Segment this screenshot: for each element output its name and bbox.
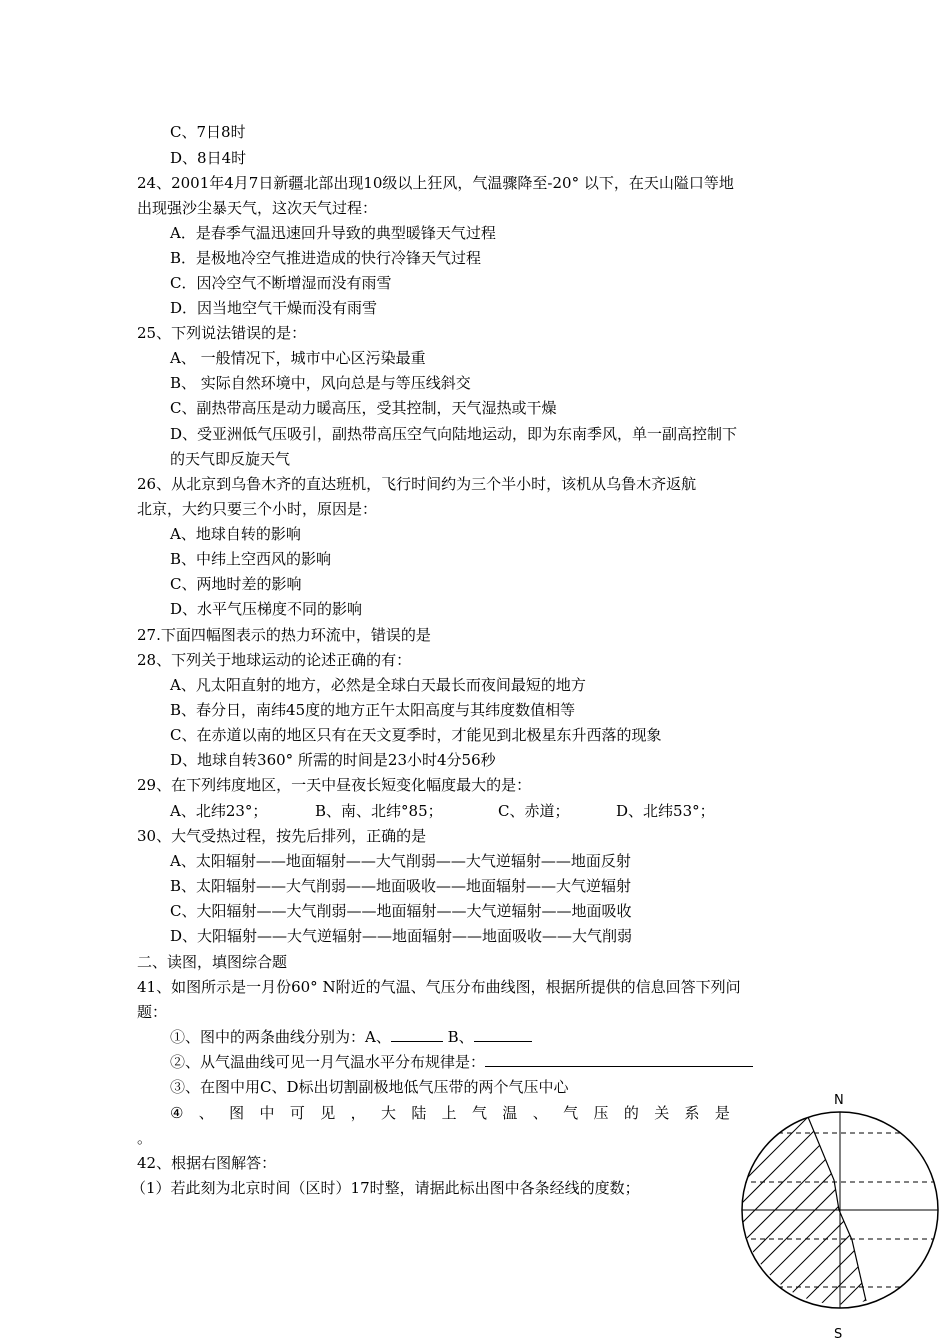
part-4-char: 、 [198,1104,214,1122]
option-d-q30: D、大阳辐射——大气逆辐射——地面辐射——地面吸收——大气削弱 [170,927,633,945]
option-c-q28: C、在赤道以南的地区只有在天文夏季时，才能见到北极星东升西落的现象 [170,726,662,744]
question-41-part-1 [170,1027,532,1047]
question-27: 27.下面四幅图表示的热力环流中，错误的是 [137,626,431,644]
question-24: 24、2001年4月7日新疆北部出现10级以上狂风，气温骤降至-20° 以下，在天山隘口等地 [137,174,734,192]
question-25: 25、下列说法错误的是： [137,324,307,342]
question-41: 41、如图所示是一月份60° N附近的气温、气压分布曲线图，根据所提供的信息回答下列问 [137,978,741,996]
part-4-char: 、 [532,1104,548,1122]
answer-blank-pattern[interactable] [485,1052,753,1067]
answer-blank-b[interactable] [474,1027,532,1042]
part-4-char: 温 [502,1104,518,1122]
option-d-q24: D．因当地空气干燥而没有雨雪 [170,299,378,317]
part-4-char: 上 [441,1104,457,1122]
question-28: 28、下列关于地球运动的论述正确的有： [137,651,412,669]
option-d-q26: D、水平气压梯度不同的影响 [170,600,363,618]
question-41-part-3: ③、在图中用C、D标出切割副极地低气压带的两个气压中心 [170,1078,569,1096]
question-29: 29、在下列纬度地区，一天中昼夜长短变化幅度最大的是： [137,776,532,794]
option-b-q28: B、春分日，南纬45度的地方正午太阳高度与其纬度数值相等 [170,701,576,719]
part-4-char: 系 [684,1104,700,1122]
option-b-q29: B、南、北纬°85； [315,802,443,820]
question-24-cont: 出现强沙尘暴天气，这次天气过程： [137,199,378,217]
part-4-char: 是 [714,1104,730,1122]
globe-diagram [735,1090,950,1340]
part-1-prefix: ①、图中的两条曲线分别为：A、 [170,1028,391,1046]
part-4-char: 的 [623,1104,639,1122]
option-d-q29: D、北纬53°； [616,802,715,820]
option-b-q25: B、 实际自然环境中，风向总是与等压线斜交 [170,374,471,392]
part-1-label-b: B、 [447,1028,474,1046]
option-d-q28: D、地球自转360° 所需的时间是23小时4分56秒 [170,751,496,769]
part-4-char: 大 [380,1104,396,1122]
option-a-q24: A．是春季气温迅速回升导致的典型暖锋天气过程 [170,224,496,242]
question-41-part-2 [170,1052,753,1072]
section-heading: 二、读图，填图综合题 [137,953,288,971]
option-a-q26: A、地球自转的影响 [170,525,301,543]
question-30: 30、大气受热过程，按先后排列，正确的是 [137,827,427,845]
question-41-cont: 题： [137,1003,168,1021]
part-4-char: 陆 [411,1104,427,1122]
option-a-q30: A、太阳辐射——地面辐射——大气削弱——大气逆辐射——地面反射 [170,852,631,870]
option-b-q30: B、太阳辐射——大气削弱——地面吸收——地面辐射——大气逆辐射 [170,877,632,895]
north-label: N [834,1093,844,1108]
part-4-char: 气 [563,1104,579,1122]
option-c-q24: C．因冷空气不断增湿而没有雨雪 [170,274,392,292]
part-4-char: 中 [259,1104,275,1122]
part-4-char: 气 [472,1104,488,1122]
part-4-char: 可 [289,1104,305,1122]
option-d-q23: D、8日4时 [170,149,247,167]
part-4-char: ， [350,1104,366,1122]
question-42-part-1: （1）若此刻为北京时间（区时）17时整，请据此标出图中各条经线的度数； [131,1179,640,1197]
south-label: S [834,1327,843,1340]
part-4-char: ④ [170,1104,184,1122]
part-4-char: 压 [593,1104,609,1122]
option-c-q25: C、副热带高压是动力暖高压，受其控制，天气湿热或干燥 [170,399,557,417]
option-b-q26: B、中纬上空西风的影响 [170,550,332,568]
option-c-q29: C、赤道； [498,802,570,820]
option-a-q28: A、凡太阳直射的地方，必然是全球白天最长而夜间最短的地方 [170,676,586,694]
question-42: 42、根据右图解答： [137,1154,277,1172]
option-d-q25: D、受亚洲低气压吸引，副热带高压空气向陆地运动，即为东南季风，单一副高控制下 [170,425,738,443]
answer-blank-a[interactable] [391,1027,443,1042]
option-c-q30: C、大阳辐射——大气削弱——地面辐射——大气逆辐射——地面吸收 [170,902,632,920]
part-4-end-mark: 。 [137,1129,153,1147]
part-4-char: 见 [320,1104,336,1122]
option-b-q24: B．是极地冷空气推进造成的快行冷锋天气过程 [170,249,482,267]
question-41-part-4 [170,1103,730,1123]
part-2-text: ②、从气温曲线可见一月气温水平分布规律是： [170,1053,486,1071]
question-26-cont: 北京，大约只要三个小时，原因是： [137,500,378,518]
part-4-char: 关 [654,1104,670,1122]
option-d-q25-cont: 的天气即反旋天气 [170,450,291,468]
option-a-q29: A、北纬23°； [170,802,268,820]
part-4-char: 图 [229,1104,245,1122]
option-c-q23: C、7日8时 [170,123,246,141]
night-shading [735,1090,950,1340]
option-a-q25: A、 一般情况下，城市中心区污染最重 [170,349,426,367]
question-26: 26、从北京到乌鲁木齐的直达班机，飞行时间约为三个半小时，该机从乌鲁木齐返航 [137,475,697,493]
option-c-q26: C、两地时差的影响 [170,575,302,593]
